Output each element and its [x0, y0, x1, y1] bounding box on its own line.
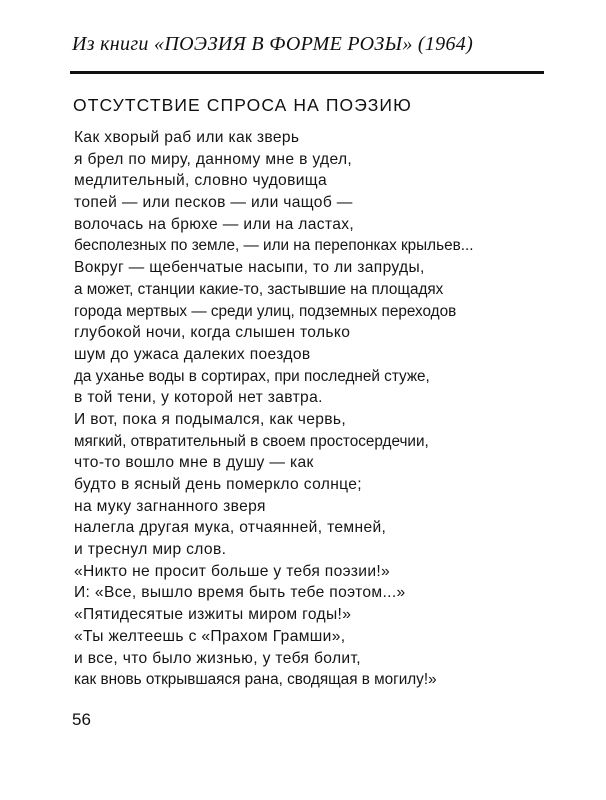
poem-line: да уханье воды в сортирах, при последней стуже, — [74, 367, 430, 385]
poem-line: города мертвых — среди улиц, подземных переходов — [74, 302, 457, 320]
poem-line: и треснул мир слов. — [74, 541, 227, 559]
poem-line: что-то вошло мне в душу — как — [74, 454, 314, 472]
header-rule — [70, 71, 544, 74]
poem-line: «Пятидесятые изжиты миром годы!» — [74, 606, 352, 624]
poem-line: мягкий, отвратительный в своем простосердечии, — [74, 432, 429, 450]
poem-line: «Ты желтеешь с «Прахом Грамши», — [74, 627, 346, 645]
poem-line: будто в ясный день померкло солнце; — [74, 476, 362, 493]
poem-line: я брел по миру, данному мне в удел, — [74, 150, 353, 168]
poem-line: и все, что было жизнью, у тебя болит, — [74, 649, 361, 667]
poem-line: шум до ужаса далеких поездов — [74, 345, 311, 363]
poem-line: налегла другая мука, отчаянней, темней, — [74, 519, 387, 537]
poem-line: «Никто не просит больше у тебя поэзии!» — [74, 562, 391, 580]
poem-line: бесполезных по земле, — или на перепонках крыльев... — [74, 237, 474, 255]
poem-line: медлительный, словно чудовища — [74, 172, 327, 190]
poem-line: глубокой ночи, когда слышен только — [74, 324, 351, 342]
poem-line: на муку загнанного зверя — [74, 497, 266, 515]
poem-line: И: «Все, вышло время быть тебе поэтом...» — [74, 584, 406, 602]
poem-title: ОТСУТСТВИЕ СПРОСА НА ПОЭЗИЮ — [73, 95, 412, 115]
running-head: Из книги «ПОЭЗИЯ В ФОРМЕ РОЗЫ» (1964) — [72, 33, 474, 55]
poem-line: волочась на брюхе — или на ластах, — [74, 215, 355, 233]
poem-body — [74, 127, 544, 691]
poem-line: Вокруг — щебенчатые насыпи, то ли запруды, — [74, 259, 425, 277]
poem-line: топей — или песков — или чащоб — — [74, 194, 353, 212]
poem-line: Как хворый раб или как зверь — [74, 129, 300, 146]
poem-line: как вновь открывшаяся рана, сводящая в могилу!» — [74, 671, 437, 689]
poem-line: в той тени, у которой нет завтра. — [74, 389, 323, 407]
poem-line: а может, станции какие-то, застывшие на площадях — [74, 280, 444, 298]
page-number: 56 — [72, 710, 91, 729]
poem-line: И вот, пока я подымался, как червь, — [74, 410, 347, 428]
